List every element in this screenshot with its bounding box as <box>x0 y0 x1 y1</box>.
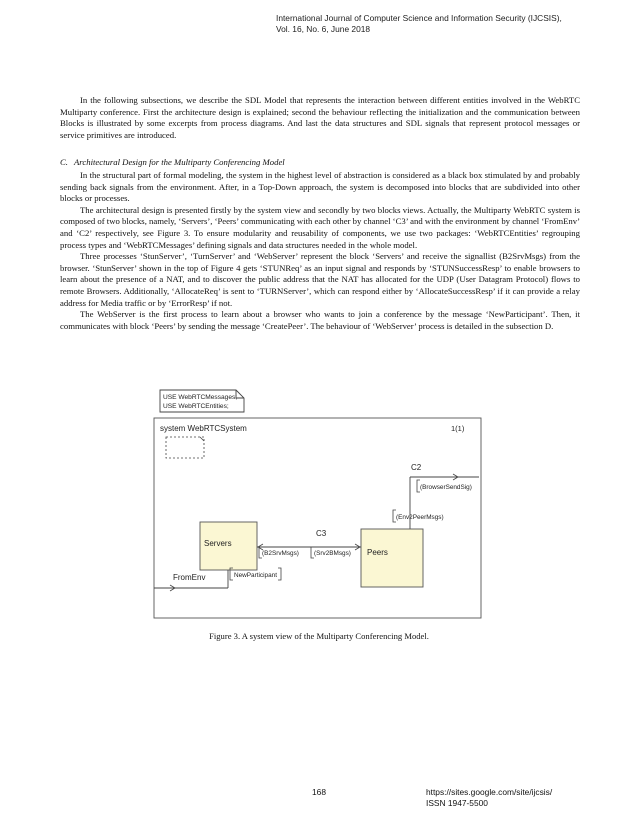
section-title: Architectural Design for the Multiparty Conferencing Model <box>74 157 285 167</box>
paragraph-2: The architectural design is presented firstly by the system view and secondly by two blocks views. Actually, the Multiparty WebRTC system is composed of two blocks, namely, ‘Servers’, ‘Peers’ communicating with each other by channel ‘C3’ and with the environment by channel ‘FromEnv’ and ‘C2’ respectively, see Figure 3. To ensure modularity and reusability of components, we use two packages: ‘WebRTCEntities’ regrouping process types and ‘WebRTCMessages’ defining signals and data structures needed in the whole model. <box>60 204 580 250</box>
footer-info <box>426 787 552 809</box>
page-reference: 1(1) <box>451 424 465 433</box>
running-header <box>276 13 562 35</box>
page-number: 168 <box>312 787 326 797</box>
intro-section <box>60 95 580 141</box>
section-heading <box>60 157 580 169</box>
intro-paragraph: In the following subsections, we describe the SDL Model that represents the interaction between different entities involved in the WebRTC Multiparty conference. First the architecture design is explained; second the behaviour reflecting the initialization and the communication between Blocks is illustrated by some excerpts from process diagrams. And last the data structures and SDL signals that represent protocol messages or service primitives are introduced. <box>60 95 580 140</box>
signal-browsersendsig: (BrowserSendSig) <box>420 484 472 491</box>
section-body <box>60 170 580 332</box>
paragraph-3: Three processes ‘StunServer’, ‘TurnServer’ and ‘WebServer’ represent the block ‘Servers’ and receive the signallist (B2SrvMsgs) from the browser. ‘StunServer’ shown in the top of Figure 4 gets ‘STUNReq’ as an input signal and responds by ‘STUNSuccessResp’ to enable browsers to learn about the presence of a NAT, and to discover the public address that the NAT has allocated for the UDP (User Datagram Protocol) flows to remote Browsers. Additionally, ‘AllocateReq’ is sent to ‘TURNServer’, which can respond either by ‘AllocateSuccessResp’ if it can provide a relay address for Media traffic or by ‘ErrorResp’ if not. <box>60 251 580 308</box>
channel-c3-label: C3 <box>316 529 327 538</box>
signal-newparticipant: NewParticipant <box>234 572 277 579</box>
block-peers <box>361 529 423 587</box>
use-line-2: USE WebRTCEntities; <box>163 403 229 410</box>
footer-url: https://sites.google.com/site/ijcsis/ <box>426 787 553 797</box>
use-line-1: USE WebRTCMessages; <box>163 394 238 401</box>
figure-caption: Figure 3. A system view of the Multiparty Conferencing Model. <box>209 631 429 641</box>
sdl-system-diagram <box>148 388 488 628</box>
block-peers-label: Peers <box>367 548 388 557</box>
system-title: system WebRTCSystem <box>160 424 247 433</box>
channel-c2-label: C2 <box>411 463 422 472</box>
journal-volume: Vol. 16, No. 6, June 2018 <box>276 24 371 34</box>
paragraph-4: The WebServer is the first process to learn about a browser who wants to join a conference by the message ‘NewParticipant’. Then, it communicates with block ‘Peers’ by sending the message ‘CreatePeer’. The behaviour of ‘WebServer’ process is detailed in the subsection D. <box>60 309 580 331</box>
section-letter: C. <box>60 157 68 167</box>
footer-issn: ISSN 1947-5500 <box>426 798 488 808</box>
journal-name: International Journal of Computer Science and Information Security (IJCSIS), <box>276 13 562 23</box>
signal-b2srvmsgs: (B2SrvMsgs) <box>262 550 299 557</box>
paragraph-1: In the structural part of formal modeling, the system in the highest level of abstraction is considered as a black box stimulated by and probably sending back signals from the environment. After, in a Top-Down approach, the system is decomposed into blocks that are subdivided into other blocks or processes. <box>60 170 580 204</box>
channel-fromenv-label: FromEnv <box>173 573 206 582</box>
figure-3 <box>148 388 488 628</box>
block-servers-label: Servers <box>204 539 232 548</box>
signal-env2peermsgs: (Env2PeerMsgs) <box>396 514 444 521</box>
signal-srv2bmsgs: (Srv2BMsgs) <box>314 550 351 557</box>
